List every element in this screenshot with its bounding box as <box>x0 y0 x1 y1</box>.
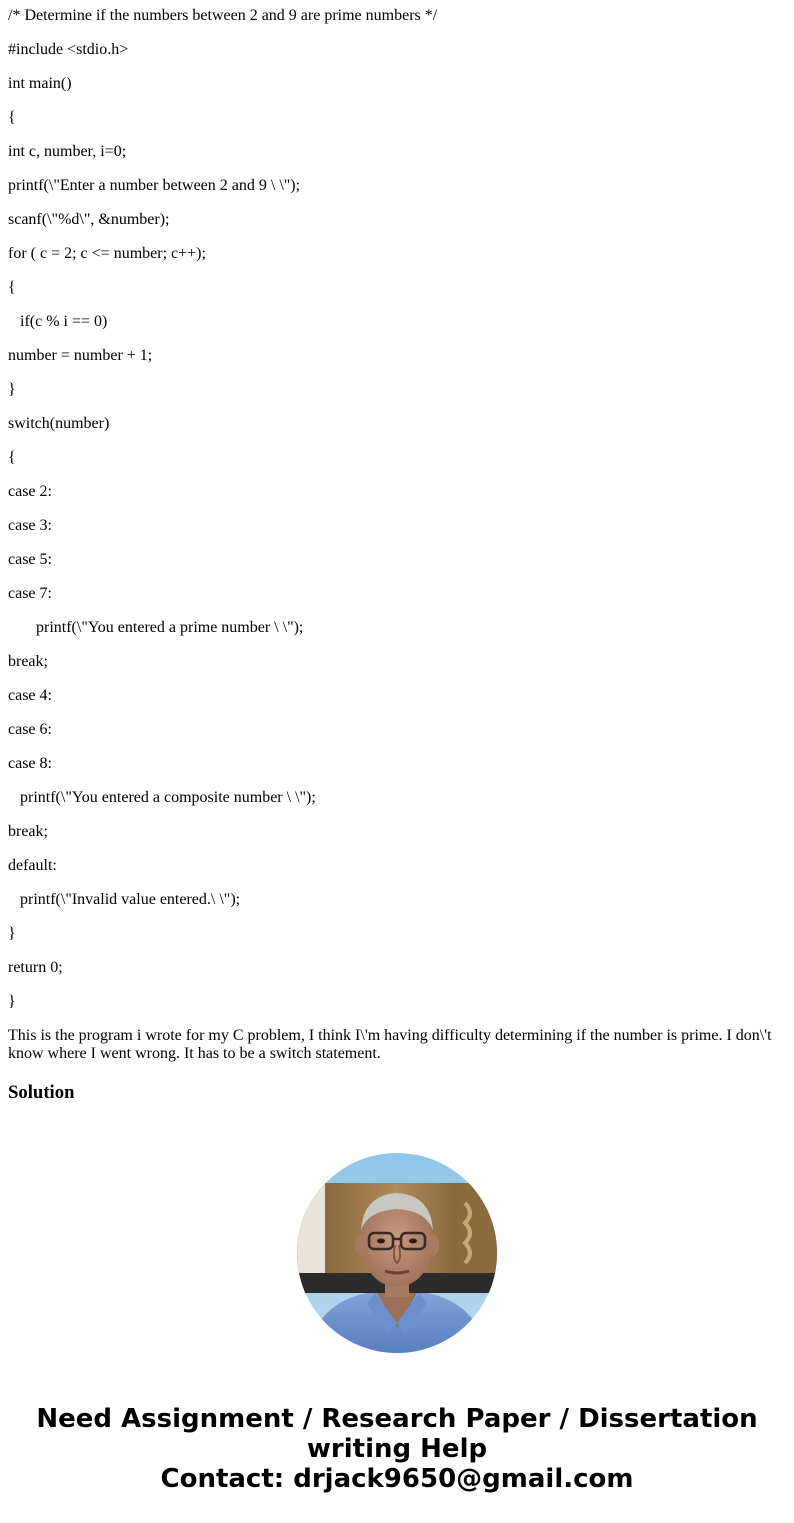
code-line: #include <stdio.h> <box>8 41 129 58</box>
author-photo-icon <box>297 1153 497 1353</box>
code-line: printf(\"You entered a prime number \ \"); <box>36 619 304 636</box>
promo-banner <box>0 1404 794 1494</box>
promo-contact: Contact: drjack9650@gmail.com <box>160 1464 634 1494</box>
code-line: number = number + 1; <box>8 347 153 364</box>
code-line: case 6: <box>8 721 52 738</box>
promo-line: Need Assignment / Research Paper / Dissertation <box>36 1404 758 1434</box>
code-line: /* Determine if the numbers between 2 and 9 are prime numbers */ <box>8 7 438 24</box>
code-line: case 8: <box>8 755 52 772</box>
question-code-block <box>8 7 788 1027</box>
code-line: case 3: <box>8 517 52 534</box>
code-line: case 4: <box>8 687 52 704</box>
question-description: This is the program i wrote for my C problem, I think I\'m having difficulty determining if the number is prime. I don\'t know where I went wrong. It has to be a switch statement. <box>8 1027 772 1062</box>
promo-line: writing Help <box>306 1434 488 1464</box>
code-line: switch(number) <box>8 415 110 432</box>
code-line: case 2: <box>8 483 52 500</box>
code-line: } <box>8 925 16 942</box>
code-line: case 5: <box>8 551 52 568</box>
code-line: } <box>8 993 16 1010</box>
code-line: printf(\"You entered a composite number \ \"); <box>20 789 316 806</box>
code-line: break; <box>8 823 48 840</box>
code-line: printf(\"Enter a number between 2 and 9 \ \"); <box>8 177 301 194</box>
code-line: for ( c = 2; c <= number; c++); <box>8 245 206 262</box>
code-line: case 7: <box>8 585 52 602</box>
code-line: if(c % i == 0) <box>20 313 108 330</box>
code-line: } <box>8 381 16 398</box>
code-line: int c, number, i=0; <box>8 143 127 160</box>
code-line: printf(\"Invalid value entered.\ \"); <box>20 891 241 908</box>
code-line: break; <box>8 653 48 670</box>
code-line: { <box>8 279 16 296</box>
code-line: { <box>8 109 16 126</box>
code-line: int main() <box>8 75 72 92</box>
code-line: { <box>8 449 16 466</box>
code-line: scanf(\"%d\", &number); <box>8 211 170 228</box>
code-line: default: <box>8 857 57 874</box>
code-line: return 0; <box>8 959 63 976</box>
solution-heading: Solution <box>8 1082 75 1103</box>
